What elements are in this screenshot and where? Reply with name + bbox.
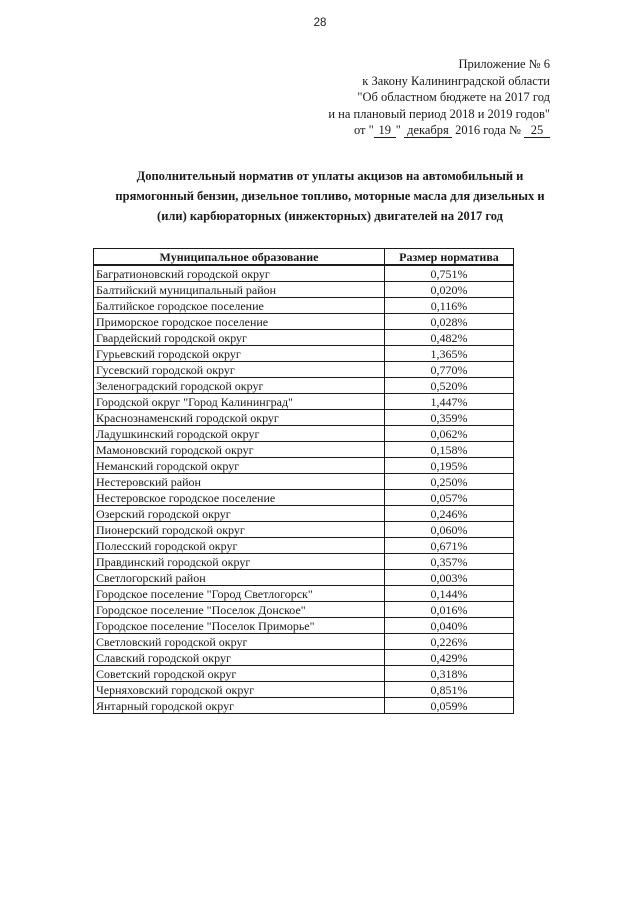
norm-value-cell: 0,144%: [385, 586, 514, 602]
norm-value-cell: 0,851%: [385, 682, 514, 698]
norm-value-cell: 0,751%: [385, 265, 514, 282]
norm-value-cell: 0,671%: [385, 538, 514, 554]
municipality-cell: Правдинский городской округ: [94, 554, 385, 570]
table-row: [94, 666, 514, 682]
municipality-cell: Городское поселение "Поселок Приморье": [94, 618, 385, 634]
municipality-cell: Краснознаменский городской округ: [94, 410, 385, 426]
norm-value-cell: 0,482%: [385, 330, 514, 346]
table-row: [94, 554, 514, 570]
norm-value-cell: 0,060%: [385, 522, 514, 538]
norm-value-cell: 0,318%: [385, 666, 514, 682]
appendix-line-3: "Об областном бюджете на 2017 год: [357, 90, 550, 104]
table-row: [94, 506, 514, 522]
municipality-cell: Озерский городской округ: [94, 506, 385, 522]
date-quote: ": [395, 123, 401, 137]
table-row: [94, 698, 514, 714]
municipality-cell: Гурьевский городской округ: [94, 346, 385, 362]
table-row: [94, 634, 514, 650]
document-title: [80, 166, 580, 226]
norm-value-cell: 0,158%: [385, 442, 514, 458]
municipality-cell: Нестеровский район: [94, 474, 385, 490]
municipality-cell: Светловский городской округ: [94, 634, 385, 650]
municipality-cell: Мамоновский городской округ: [94, 442, 385, 458]
table-row: [94, 442, 514, 458]
norm-value-cell: 0,357%: [385, 554, 514, 570]
appendix-date-line: [250, 122, 550, 139]
page-number: 28: [313, 17, 327, 29]
norm-value-cell: 0,040%: [385, 618, 514, 634]
title-line-1: Дополнительный норматив от уплаты акцизов на автомобильный и: [136, 169, 524, 183]
table-row: [94, 330, 514, 346]
table-row: [94, 682, 514, 698]
appendix-header: [250, 56, 550, 139]
title-line-3: (или) карбюраторных (инжекторных) двигателей на 2017 год: [157, 209, 503, 223]
norm-value-cell: 0,195%: [385, 458, 514, 474]
norm-value-cell: 0,057%: [385, 490, 514, 506]
norm-value-cell: 0,359%: [385, 410, 514, 426]
municipality-cell: Багратионовский городской округ: [94, 265, 385, 282]
norms-table: [93, 248, 514, 714]
date-month: декабря: [404, 124, 452, 138]
header-municipality: Муниципальное образование: [94, 249, 385, 266]
norm-value-cell: 0,520%: [385, 378, 514, 394]
municipality-cell: Пионерский городской округ: [94, 522, 385, 538]
norm-value-cell: 0,116%: [385, 298, 514, 314]
table-row: [94, 602, 514, 618]
norm-value-cell: 0,003%: [385, 570, 514, 586]
date-year: 2016 года №: [455, 123, 521, 137]
municipality-cell: Янтарный городской округ: [94, 698, 385, 714]
municipality-cell: Городское поселение "Город Светлогорск": [94, 586, 385, 602]
norm-value-cell: 0,246%: [385, 506, 514, 522]
date-day: 19: [374, 124, 396, 138]
table-row: [94, 618, 514, 634]
norm-value-cell: 0,028%: [385, 314, 514, 330]
table-row: [94, 538, 514, 554]
table-row: [94, 314, 514, 330]
table-header-row: [94, 249, 514, 266]
municipality-cell: Приморское городское поселение: [94, 314, 385, 330]
municipality-cell: Славский городской округ: [94, 650, 385, 666]
table-row: [94, 458, 514, 474]
table-row: [94, 570, 514, 586]
table-row: [94, 522, 514, 538]
table-row: [94, 394, 514, 410]
table-row: [94, 474, 514, 490]
table-row: [94, 586, 514, 602]
table-row: [94, 490, 514, 506]
table-row: [94, 362, 514, 378]
municipality-cell: Гвардейский городской округ: [94, 330, 385, 346]
law-number: 25: [524, 124, 550, 138]
norm-value-cell: 0,226%: [385, 634, 514, 650]
municipality-cell: Полесский городской округ: [94, 538, 385, 554]
municipality-cell: Нестеровское городское поселение: [94, 490, 385, 506]
norm-value-cell: 0,020%: [385, 282, 514, 298]
title-line-2: прямогонный бензин, дизельное топливо, моторные масла для дизельных и: [115, 189, 545, 203]
norm-value-cell: 0,250%: [385, 474, 514, 490]
municipality-cell: Зеленоградский городской округ: [94, 378, 385, 394]
date-prefix: от ": [353, 123, 374, 137]
norm-value-cell: 0,062%: [385, 426, 514, 442]
municipality-cell: Советский городской округ: [94, 666, 385, 682]
municipality-cell: Городское поселение "Поселок Донское": [94, 602, 385, 618]
municipality-cell: Неманский городской округ: [94, 458, 385, 474]
norm-value-cell: 1,447%: [385, 394, 514, 410]
norm-value-cell: 1,365%: [385, 346, 514, 362]
municipality-cell: Светлогорский район: [94, 570, 385, 586]
municipality-cell: Балтийский муниципальный район: [94, 282, 385, 298]
appendix-line-2: к Закону Калининградской области: [362, 73, 550, 88]
norm-value-cell: 0,770%: [385, 362, 514, 378]
table-row: [94, 298, 514, 314]
table-row: [94, 426, 514, 442]
municipality-cell: Гусевский городской округ: [94, 362, 385, 378]
table-row: [94, 410, 514, 426]
municipality-cell: Черняховский городской округ: [94, 682, 385, 698]
table-row: [94, 265, 514, 282]
appendix-line-1: Приложение № 6: [458, 57, 550, 71]
table-row: [94, 282, 514, 298]
table-row: [94, 346, 514, 362]
table-row: [94, 650, 514, 666]
municipality-cell: Балтийское городское поселение: [94, 298, 385, 314]
municipality-cell: Ладушкинский городской округ: [94, 426, 385, 442]
norm-value-cell: 0,016%: [385, 602, 514, 618]
norm-value-cell: 0,429%: [385, 650, 514, 666]
appendix-line-4: и на плановый период 2018 и 2019 годов": [328, 106, 550, 121]
header-norm-size: Размер норматива: [385, 249, 514, 266]
municipality-cell: Городской округ "Город Калининград": [94, 394, 385, 410]
table-row: [94, 378, 514, 394]
norm-value-cell: 0,059%: [385, 698, 514, 714]
